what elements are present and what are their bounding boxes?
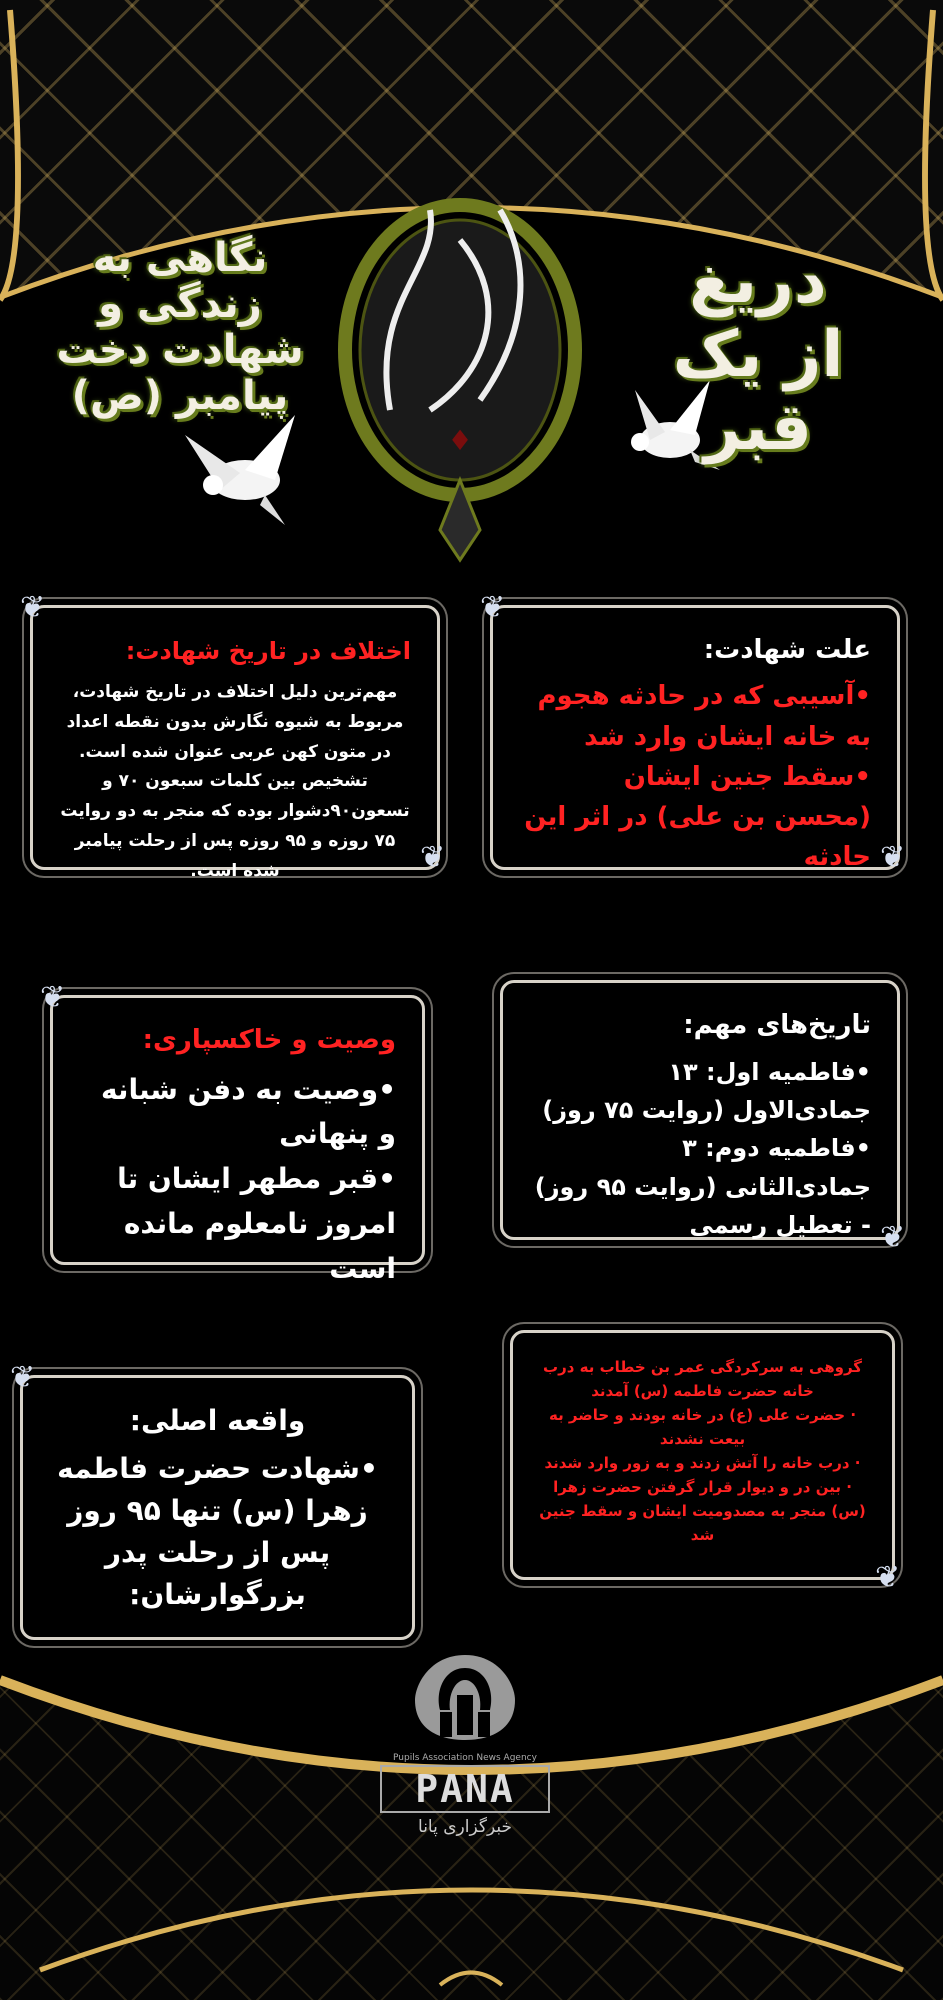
will-heading: وصیت و خاکسپاری: (142, 1025, 396, 1055)
logo-english: Pupils Association News Agency (393, 1753, 537, 1763)
dates-card (500, 980, 900, 1240)
calligraphy-emblem (330, 150, 590, 570)
leaf-ornament-icon: ❦ (880, 840, 906, 875)
events-card (510, 1330, 895, 1580)
events-item-3: · درب خانه را آتش زدند و به زور وارد شدند (544, 1454, 861, 1472)
events-item-2: · حضرت علی (ع) در خانه بودند و حاضر به بیعت نشدند (548, 1406, 857, 1448)
leaf-ornament-icon: ❦ (10, 1360, 36, 1395)
dates-item-2: •فاطمیه دوم: ۳ جمادی‌الثانی (روایت ۹۵ روز) - تعطیل رسمی (534, 1134, 871, 1240)
dispute-heading: اختلاف در تاریخ شهادت: (125, 637, 411, 665)
will-card (50, 995, 425, 1285)
leaf-ornament-icon: ❦ (880, 1220, 906, 1255)
leaf-ornament-icon: ❦ (20, 590, 46, 625)
dispute-body: مهم‌ترین دلیل اختلاف در تاریخ شهادت، مربوط به شیوه نگارش بدون نقطه اعداد در متون کهن عربی عنوان شده است. تشخیص بین کلمات سبعون ۷۰ و تسعون۹۰دشوار بوده که منجر به دو روایت ۷۵ روزه و ۹۵ روزه پس از رحلت پیامبر شده است. (60, 682, 410, 881)
svg-text:♦: ♦ (447, 424, 473, 457)
main-event-card (20, 1375, 415, 1640)
will-item-1: •وصیت به دفن شبانه و پنهانی (100, 1072, 396, 1151)
leaf-ornament-icon: ❦ (40, 980, 66, 1015)
cause-card (490, 605, 900, 873)
main-title: دریغ از یک قبر (672, 244, 844, 466)
dates-item-1: •فاطمیه اول: ۱۳ جمادی‌الاول (روایت ۷۵ روز) (542, 1057, 871, 1124)
cause-heading: علت شهادت: (703, 635, 871, 665)
cause-item-2: •سقط جنین ایشان (محسن بن علی) در اثر این حادثه (524, 761, 871, 873)
logo-persian: خبرگزاری پانا (418, 1817, 512, 1837)
events-item-4: · بین در و دیوار قرار گرفتن حضرت زهرا (س) منجر به مصدومیت ایشان و سقط جنین شد (539, 1478, 866, 1544)
main-event-body: •شهادت حضرت فاطمه زهرا (س) تنها ۹۵ روز پس از رحلت پدر بزرگوارشان: (57, 1452, 378, 1611)
pana-emblem-icon (410, 1650, 520, 1745)
cause-item-1: •آسیبی که در حادثه هجوم به خانه ایشان وارد شد (537, 681, 871, 752)
events-item-1: گروهی به سرکردگی عمر بن خطاب به درب خانه حضرت فاطمه (س) آمدند (543, 1358, 862, 1400)
leaf-ornament-icon: ❦ (875, 1560, 901, 1595)
pana-logo (380, 1650, 550, 1837)
main-event-heading: واقعه اصلی: (129, 1404, 306, 1437)
leaf-ornament-icon: ❦ (420, 840, 446, 875)
will-item-2: •قبر مطهر ایشان تا امروز نامعلوم مانده است (117, 1162, 396, 1285)
subtitle: نگاهی به زندگی و شهادت دخت پیامبر (ص) (56, 235, 304, 419)
dates-heading: تاریخ‌های مهم: (683, 1010, 871, 1040)
dispute-card (30, 605, 440, 881)
leaf-ornament-icon: ❦ (480, 590, 506, 625)
logo-name: PANA (380, 1765, 550, 1813)
